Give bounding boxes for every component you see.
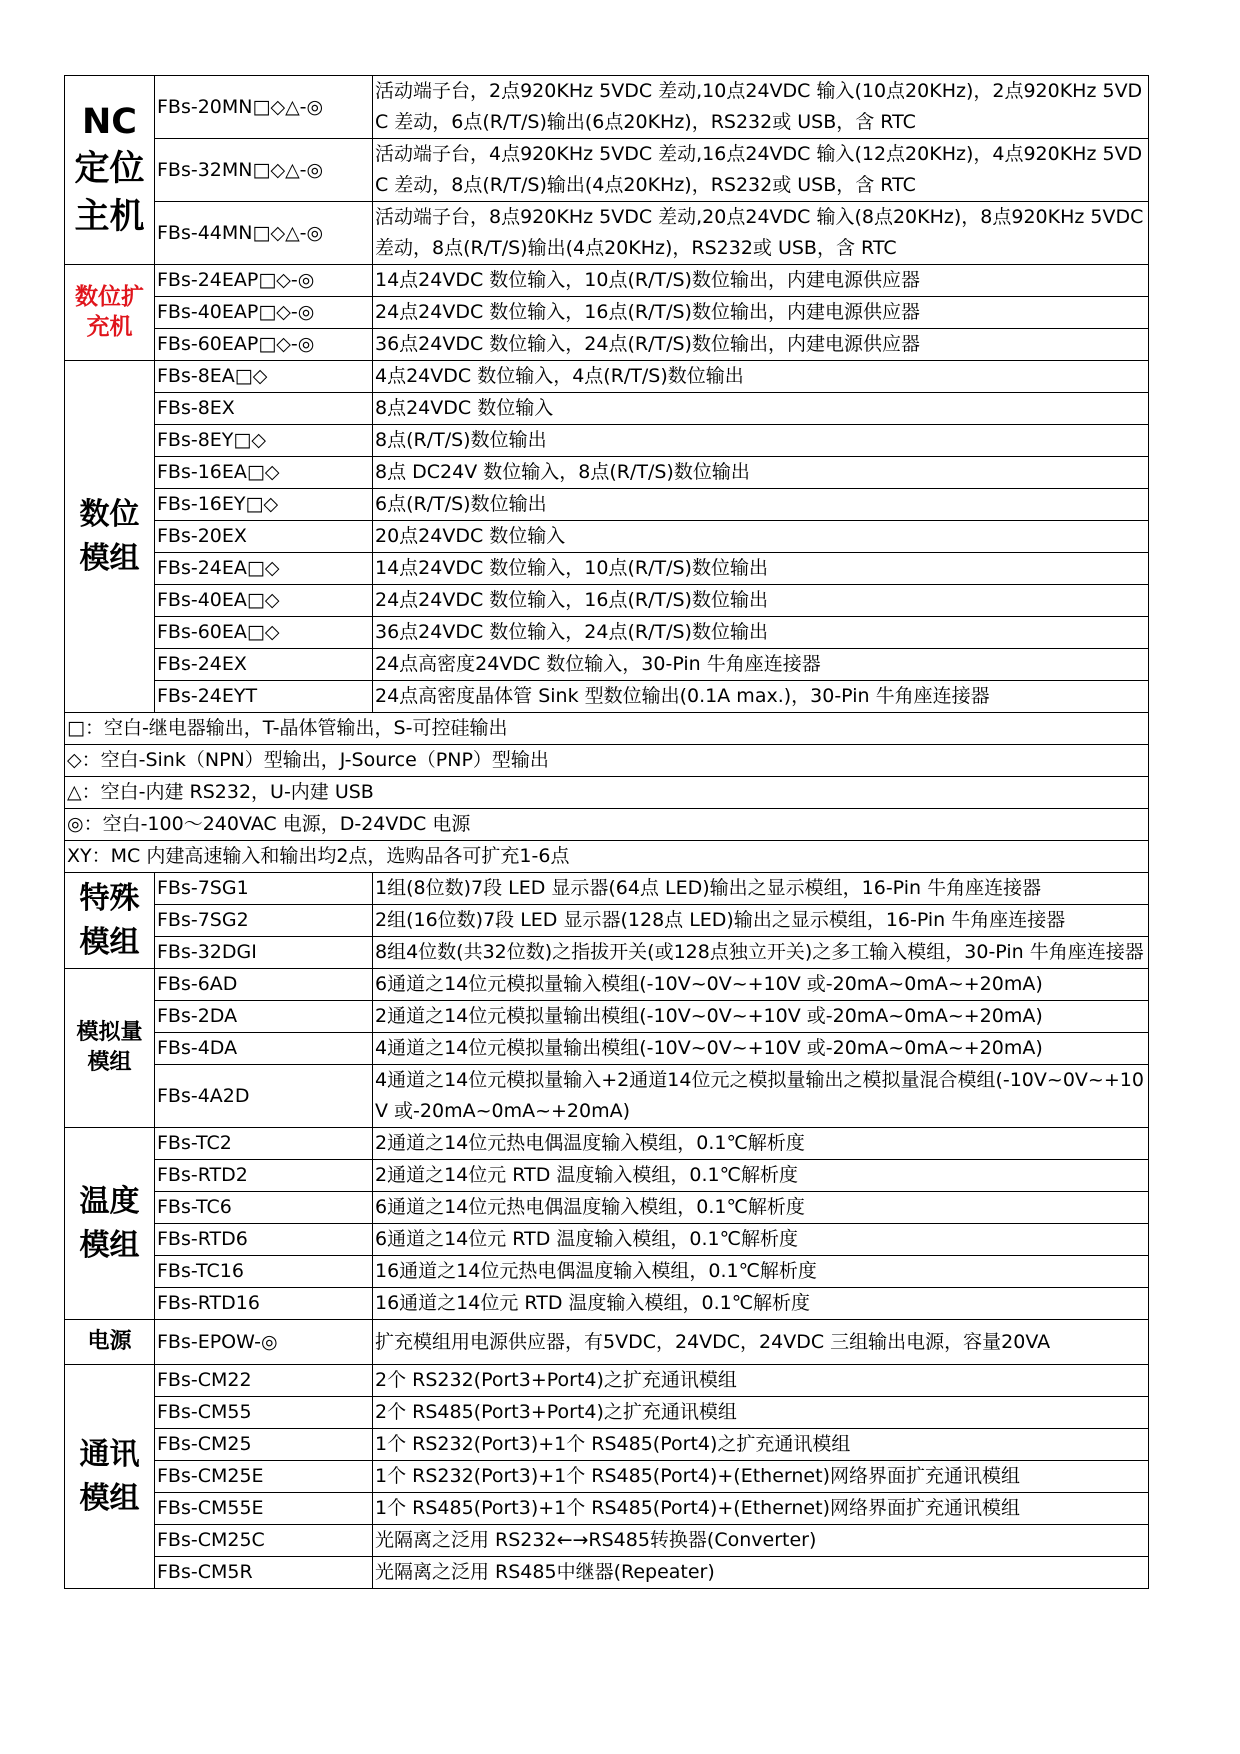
table-row — [65, 329, 1149, 361]
table-row — [65, 489, 1149, 521]
model-cell: FBs-60EA□◇ — [155, 617, 373, 649]
legend-row — [65, 713, 1149, 745]
description-cell: 4点24VDC 数位输入，4点(R/T/S)数位输出 — [373, 361, 1149, 393]
description-cell: 活动端子台，8点920KHz 5VDC 差动,20点24VDC 输入(8点20KHz)，8点920KHz 5VDC 差动，8点(R/T/S)输出(4点20KHz)，RS232或 USB，含 RTC — [373, 202, 1149, 265]
model-cell: FBs-8EY□◇ — [155, 425, 373, 457]
model-cell: FBs-CM25C — [155, 1525, 373, 1557]
description-cell: 4通道之14位元模拟量输入+2通道14位元之模拟量输出之模拟量混合模组(-10V~0V~+10V 或-20mA~0mA~+20mA) — [373, 1065, 1149, 1128]
table-row — [65, 297, 1149, 329]
table-row — [65, 1192, 1149, 1224]
description-cell: 1组(8位数)7段 LED 显示器(64点 LED)输出之显示模组，16-Pin 牛角座连接器 — [373, 873, 1149, 905]
description-cell: 8点(R/T/S)数位输出 — [373, 425, 1149, 457]
model-cell: FBs-TC2 — [155, 1128, 373, 1160]
table-row — [65, 1033, 1149, 1065]
table-row — [65, 617, 1149, 649]
description-cell: 6通道之14位元模拟量输入模组(-10V~0V~+10V 或-20mA~0mA~+20mA) — [373, 969, 1149, 1001]
description-cell: 1个 RS232(Port3)+1个 RS485(Port4)之扩充通讯模组 — [373, 1429, 1149, 1461]
model-cell: FBs-RTD6 — [155, 1224, 373, 1256]
table-row — [65, 361, 1149, 393]
model-cell: FBs-CM55 — [155, 1397, 373, 1429]
description-cell: 2个 RS232(Port3+Port4)之扩充通讯模组 — [373, 1365, 1149, 1397]
legend-note: ◎：空白-100～240VAC 电源，D-24VDC 电源 — [65, 809, 1149, 841]
model-cell: FBs-CM55E — [155, 1493, 373, 1525]
description-cell: 8点 DC24V 数位输入，8点(R/T/S)数位输出 — [373, 457, 1149, 489]
description-cell: 2个 RS485(Port3+Port4)之扩充通讯模组 — [373, 1397, 1149, 1429]
category-cell: 通讯 模组 — [65, 1365, 155, 1589]
table-row — [65, 1493, 1149, 1525]
description-cell: 扩充模组用电源供应器，有5VDC，24VDC，24VDC 三组输出电源，容量20VA — [373, 1320, 1149, 1365]
model-cell: FBs-EPOW-◎ — [155, 1320, 373, 1365]
model-cell: FBs-CM5R — [155, 1557, 373, 1589]
table-row — [65, 1001, 1149, 1033]
table-row — [65, 1397, 1149, 1429]
model-cell: FBs-7SG2 — [155, 905, 373, 937]
table-row — [65, 649, 1149, 681]
table-row — [65, 937, 1149, 969]
table-row — [65, 1160, 1149, 1192]
model-cell: FBs-7SG1 — [155, 873, 373, 905]
description-cell: 1个 RS232(Port3)+1个 RS485(Port4)+(Ethernet)网络界面扩充通讯模组 — [373, 1461, 1149, 1493]
table-row — [65, 393, 1149, 425]
legend-row — [65, 809, 1149, 841]
category-cell: NC 定位 主机 — [65, 76, 155, 265]
description-cell: 2组(16位数)7段 LED 显示器(128点 LED)输出之显示模组，16-Pin 牛角座连接器 — [373, 905, 1149, 937]
description-cell: 36点24VDC 数位输入，24点(R/T/S)数位输出 — [373, 617, 1149, 649]
description-cell: 8组4位数(共32位数)之指拔开关(或128点独立开关)之多工输入模组，30-Pin 牛角座连接器 — [373, 937, 1149, 969]
model-cell: FBs-CM25 — [155, 1429, 373, 1461]
description-cell: 光隔离之泛用 RS232←→RS485转换器(Converter) — [373, 1525, 1149, 1557]
model-cell: FBs-TC6 — [155, 1192, 373, 1224]
description-cell: 6通道之14位元 RTD 温度输入模组，0.1℃解析度 — [373, 1224, 1149, 1256]
table-row — [65, 553, 1149, 585]
table-row — [65, 905, 1149, 937]
description-cell: 24点高密度晶体管 Sink 型数位输出(0.1A max.)，30-Pin 牛角座连接器 — [373, 681, 1149, 713]
table-row — [65, 1365, 1149, 1397]
description-cell: 6点(R/T/S)数位输出 — [373, 489, 1149, 521]
table-row — [65, 1557, 1149, 1589]
product-table-body — [65, 76, 1149, 1589]
table-row — [65, 1320, 1149, 1365]
legend-row — [65, 745, 1149, 777]
category-cell: 数位扩 充机 — [65, 265, 155, 361]
model-cell: FBs-20EX — [155, 521, 373, 553]
model-cell: FBs-40EA□◇ — [155, 585, 373, 617]
description-cell: 2通道之14位元模拟量输出模组(-10V~0V~+10V 或-20mA~0mA~+20mA) — [373, 1001, 1149, 1033]
description-cell: 2通道之14位元热电偶温度输入模组，0.1℃解析度 — [373, 1128, 1149, 1160]
model-cell: FBs-16EY□◇ — [155, 489, 373, 521]
model-cell: FBs-6AD — [155, 969, 373, 1001]
model-cell: FBs-4A2D — [155, 1065, 373, 1128]
table-row — [65, 521, 1149, 553]
model-cell: FBs-RTD16 — [155, 1288, 373, 1320]
description-cell: 36点24VDC 数位输入，24点(R/T/S)数位输出，内建电源供应器 — [373, 329, 1149, 361]
description-cell: 14点24VDC 数位输入，10点(R/T/S)数位输出，内建电源供应器 — [373, 265, 1149, 297]
table-row — [65, 1256, 1149, 1288]
table-row — [65, 1288, 1149, 1320]
table-row — [65, 585, 1149, 617]
legend-note: XY：MC 内建高速输入和输出均2点，选购品各可扩充1-6点 — [65, 841, 1149, 873]
category-cell: 数位 模组 — [65, 361, 155, 713]
model-cell: FBs-RTD2 — [155, 1160, 373, 1192]
description-cell: 24点24VDC 数位输入，16点(R/T/S)数位输出，内建电源供应器 — [373, 297, 1149, 329]
description-cell: 1个 RS485(Port3)+1个 RS485(Port4)+(Ethernet)网络界面扩充通讯模组 — [373, 1493, 1149, 1525]
legend-row — [65, 841, 1149, 873]
model-cell: FBs-32DGI — [155, 937, 373, 969]
table-row — [65, 202, 1149, 265]
model-cell: FBs-4DA — [155, 1033, 373, 1065]
legend-note: ◇：空白-Sink（NPN）型输出，J-Source（PNP）型输出 — [65, 745, 1149, 777]
model-cell: FBs-16EA□◇ — [155, 457, 373, 489]
table-row — [65, 1525, 1149, 1557]
category-cell: 特殊 模组 — [65, 873, 155, 969]
table-row — [65, 457, 1149, 489]
table-row — [65, 1128, 1149, 1160]
model-cell: FBs-CM22 — [155, 1365, 373, 1397]
model-cell: FBs-44MN□◇△-◎ — [155, 202, 373, 265]
description-cell: 2通道之14位元 RTD 温度输入模组，0.1℃解析度 — [373, 1160, 1149, 1192]
description-cell: 14点24VDC 数位输入，10点(R/T/S)数位输出 — [373, 553, 1149, 585]
description-cell: 6通道之14位元热电偶温度输入模组，0.1℃解析度 — [373, 1192, 1149, 1224]
model-cell: FBs-8EA□◇ — [155, 361, 373, 393]
table-row — [65, 1065, 1149, 1128]
table-row — [65, 969, 1149, 1001]
description-cell: 24点高密度24VDC 数位输入，30-Pin 牛角座连接器 — [373, 649, 1149, 681]
description-cell: 4通道之14位元模拟量输出模组(-10V~0V~+10V 或-20mA~0mA~+20mA) — [373, 1033, 1149, 1065]
description-cell: 活动端子台，2点920KHz 5VDC 差动,10点24VDC 输入(10点20KHz)，2点920KHz 5VDC 差动，6点(R/T/S)输出(6点20KHz)，RS232或 USB，含 RTC — [373, 76, 1149, 139]
model-cell: FBs-TC16 — [155, 1256, 373, 1288]
model-cell: FBs-24EYT — [155, 681, 373, 713]
category-cell: 温度 模组 — [65, 1128, 155, 1320]
category-cell: 模拟量 模组 — [65, 969, 155, 1128]
table-row — [65, 425, 1149, 457]
model-cell: FBs-24EA□◇ — [155, 553, 373, 585]
description-cell: 20点24VDC 数位输入 — [373, 521, 1149, 553]
model-cell: FBs-32MN□◇△-◎ — [155, 139, 373, 202]
model-cell: FBs-40EAP□◇-◎ — [155, 297, 373, 329]
model-cell: FBs-24EAP□◇-◎ — [155, 265, 373, 297]
legend-row — [65, 777, 1149, 809]
model-cell: FBs-20MN□◇△-◎ — [155, 76, 373, 139]
legend-note: △：空白-内建 RS232，U-内建 USB — [65, 777, 1149, 809]
table-row — [65, 265, 1149, 297]
table-row — [65, 681, 1149, 713]
description-cell: 8点24VDC 数位输入 — [373, 393, 1149, 425]
description-cell: 16通道之14位元热电偶温度输入模组，0.1℃解析度 — [373, 1256, 1149, 1288]
model-cell: FBs-60EAP□◇-◎ — [155, 329, 373, 361]
table-row — [65, 1461, 1149, 1493]
table-row — [65, 1224, 1149, 1256]
table-row — [65, 76, 1149, 139]
description-cell: 活动端子台，4点920KHz 5VDC 差动,16点24VDC 输入(12点20KHz)，4点920KHz 5VDC 差动，8点(R/T/S)输出(4点20KHz)，RS232或 USB，含 RTC — [373, 139, 1149, 202]
description-cell: 24点24VDC 数位输入，16点(R/T/S)数位输出 — [373, 585, 1149, 617]
legend-note: □：空白-继电器输出，T-晶体管输出，S-可控硅输出 — [65, 713, 1149, 745]
category-cell: 电源 — [65, 1320, 155, 1365]
description-cell: 光隔离之泛用 RS485中继器(Repeater) — [373, 1557, 1149, 1589]
table-row — [65, 139, 1149, 202]
model-cell: FBs-24EX — [155, 649, 373, 681]
model-cell: FBs-2DA — [155, 1001, 373, 1033]
model-cell: FBs-8EX — [155, 393, 373, 425]
product-table — [64, 75, 1149, 1589]
table-row — [65, 1429, 1149, 1461]
model-cell: FBs-CM25E — [155, 1461, 373, 1493]
description-cell: 16通道之14位元 RTD 温度输入模组，0.1℃解析度 — [373, 1288, 1149, 1320]
table-row — [65, 873, 1149, 905]
